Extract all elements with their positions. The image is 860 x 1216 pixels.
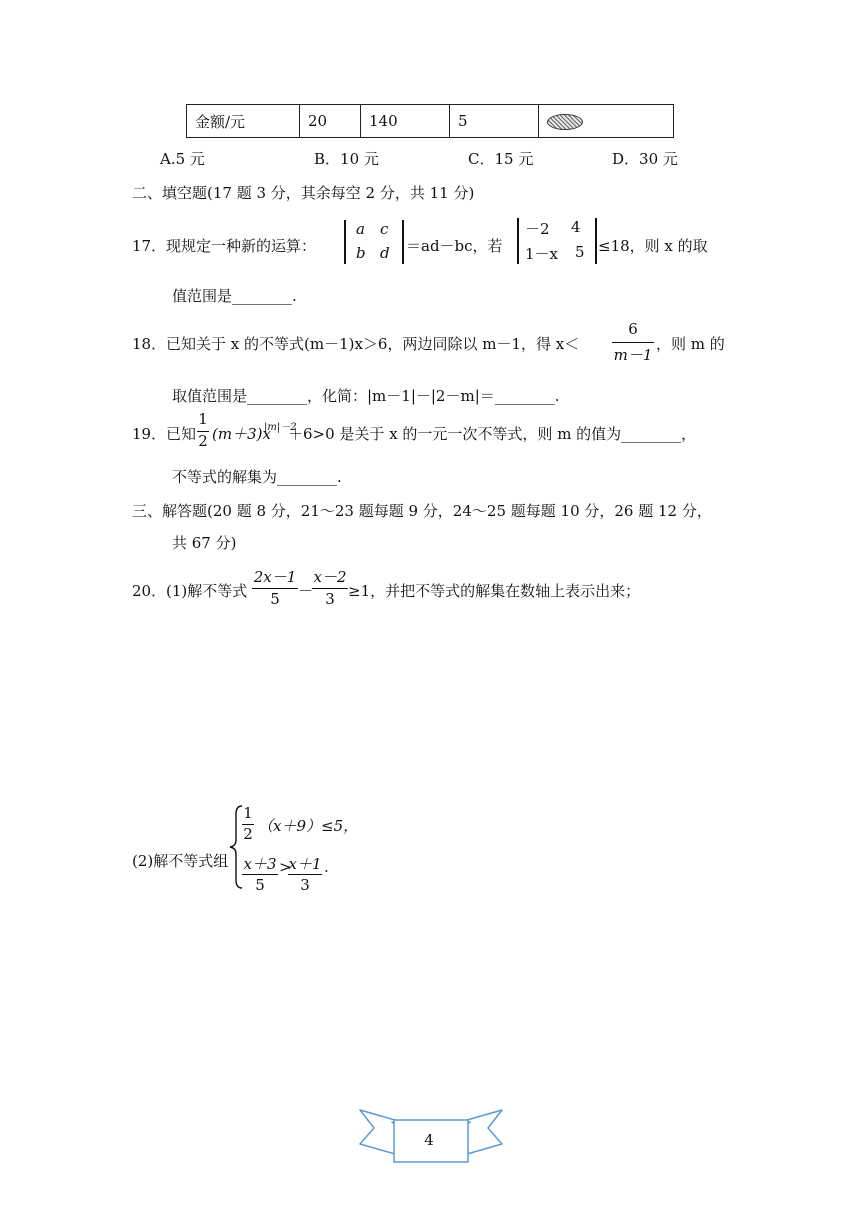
math-operator: － — [298, 582, 314, 600]
fraction-denominator: 5 — [255, 876, 265, 894]
question-text: 已知 — [166, 425, 197, 443]
fraction-denominator: 3 — [325, 590, 335, 608]
question-text: ＝ad－bc，若 — [406, 237, 503, 255]
math-operator: > — [279, 858, 292, 876]
fraction — [242, 853, 278, 897]
matrix-entry: c — [380, 220, 389, 238]
fraction — [312, 566, 348, 610]
table-cell: 5 — [450, 105, 539, 138]
question-number: 17． — [132, 237, 167, 255]
math-operator: . — [324, 858, 329, 876]
math-expression: (m＋3)x — [212, 425, 271, 443]
fraction-bar — [312, 588, 348, 589]
determinant-expression — [517, 218, 597, 264]
section-heading-answers-cont: 共 67 分) — [172, 534, 237, 552]
section-heading-answers: 三、解答题(20 题 8 分，21～23 题每题 9 分，24～25 题每题 10 分，26 题 12 分， — [132, 502, 712, 520]
question-text: (1)解不等式 — [166, 582, 248, 600]
fraction — [288, 853, 322, 897]
fraction-denominator: 3 — [300, 876, 310, 894]
math-expression: （x＋9）≤5， — [258, 817, 359, 835]
question-text: 已知关于 x 的不等式(m－1)x＞6，两边同除以 m－1，得 x＜ — [166, 335, 580, 353]
question-number: 19． — [132, 425, 167, 443]
option-b: B．10 元 — [314, 150, 379, 168]
answer-blank-line: 取值范围是________，化简：|m－1|－|2－m|＝________. — [172, 387, 560, 405]
question-text: ≥1，并把不等式的解集在数轴上表示出来； — [348, 582, 641, 600]
fraction-denominator: 5 — [270, 590, 280, 608]
matrix-entry: d — [380, 244, 390, 262]
fraction-numerator: 6 — [628, 320, 638, 338]
matrix-entry: a — [356, 220, 365, 238]
answer-blank-line: 值范围是________. — [172, 287, 297, 305]
fraction — [197, 410, 209, 454]
question-text: ≤18，则 x 的取 — [598, 237, 708, 255]
option-a: A.5 元 — [160, 150, 205, 168]
fraction-numerator: x－2 — [313, 568, 347, 586]
question-text: ，则 m 的 — [656, 335, 725, 353]
question-text: 现规定一种新的运算： — [166, 237, 317, 255]
fraction-denominator: 2 — [198, 432, 208, 450]
fraction — [242, 804, 254, 846]
matrix-entry: 1－x — [525, 245, 559, 263]
fraction-denominator: m－1 — [613, 346, 653, 364]
fraction-numerator: 1 — [198, 410, 208, 428]
fraction-bar — [242, 874, 278, 875]
math-exponent: |m|－2 — [264, 422, 297, 433]
table-row — [187, 105, 674, 138]
matrix-entry: 4 — [571, 218, 581, 236]
question-text: ＋6>0 是关于 x 的一元一次不等式，则 m 的值为________， — [288, 425, 697, 443]
option-d: D．30 元 — [612, 150, 678, 168]
fraction-bar — [252, 588, 298, 589]
question-text: (2)解不等式组 — [132, 852, 229, 870]
table-header-cell: 金额/元 — [187, 105, 300, 138]
matrix-entry: b — [356, 244, 366, 262]
blurred-oval-icon — [547, 114, 583, 130]
fraction-numerator: 1 — [243, 804, 253, 822]
fraction — [252, 566, 298, 610]
matrix-entry: 5 — [575, 243, 585, 261]
determinant-definition — [344, 220, 404, 264]
table-cell: 140 — [361, 105, 450, 138]
table-cell: 20 — [300, 105, 361, 138]
page-number: 4 — [424, 1131, 434, 1149]
fraction-numerator: 2x－1 — [253, 568, 297, 586]
matrix-entry: －2 — [525, 220, 550, 238]
answer-blank-line: 不等式的解集为________. — [172, 468, 342, 486]
fraction-bar — [288, 874, 322, 875]
fraction-numerator: x＋3 — [243, 855, 277, 873]
amount-table — [186, 104, 674, 138]
fraction-numerator: x＋1 — [288, 855, 322, 873]
question-number: 18． — [132, 335, 167, 353]
fraction — [612, 320, 654, 364]
table-cell-hidden — [539, 105, 674, 138]
section-heading-fill-in: 二、填空题(17 题 3 分，其余每空 2 分，共 11 分) — [132, 184, 475, 202]
option-c: C．15 元 — [468, 150, 534, 168]
fraction-denominator: 2 — [243, 825, 253, 843]
question-number: 20． — [132, 582, 167, 600]
fraction-bar — [612, 342, 654, 343]
